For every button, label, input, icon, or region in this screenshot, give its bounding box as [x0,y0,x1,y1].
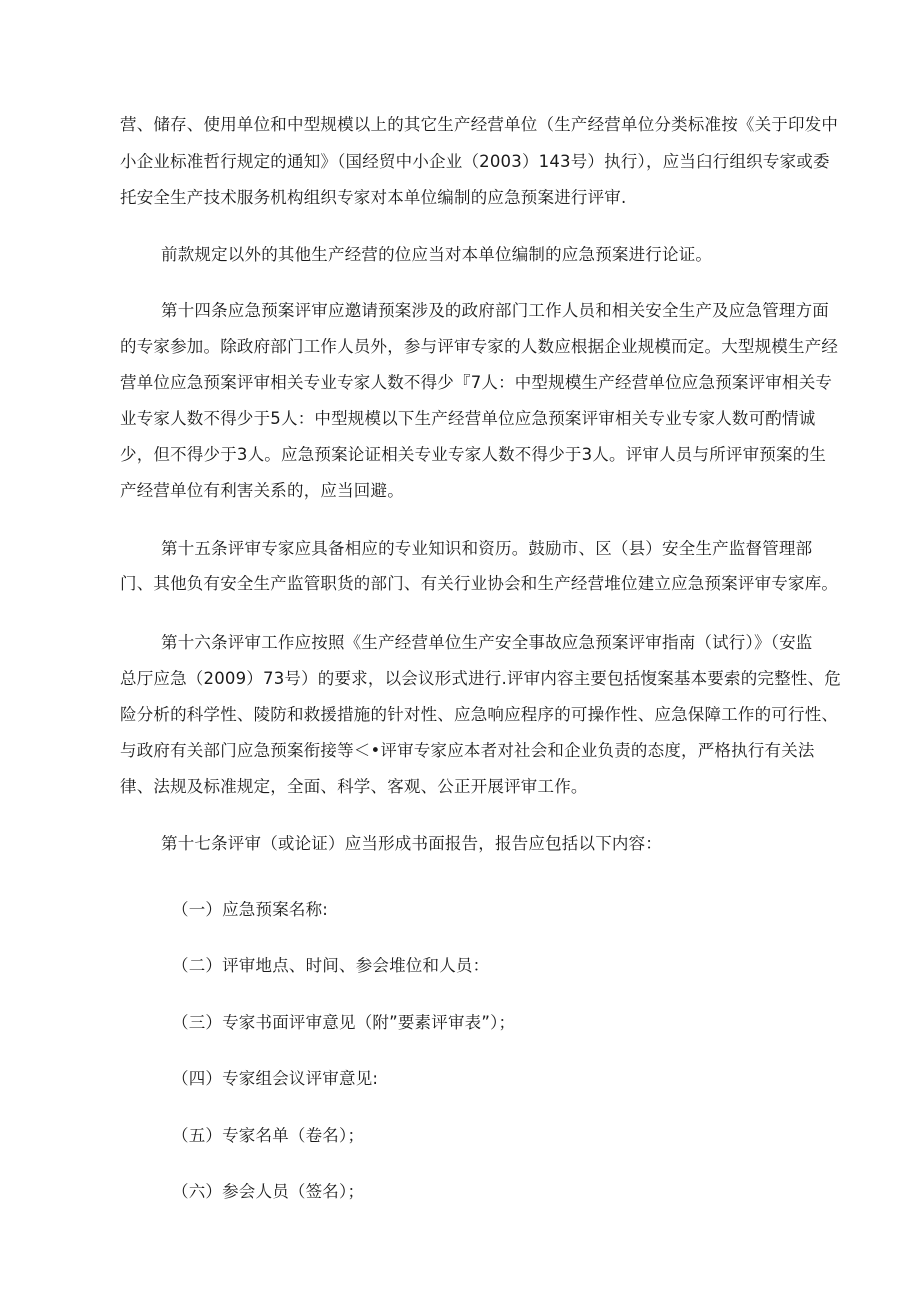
text-line: 产经营单位有利害关系的，应当回避。 [120,481,404,500]
list-item: （五）专家名单（卷名）； [172,1126,365,1145]
text-line: 小企业标准哲行规定的通知》（国经贸中小企业（2003）143号）执行），应当臼行组织专家或委 [120,152,830,171]
text-line: 与政府有关部门应急预案衔接等＜•评审专家应本者对社会和企业负责的态度，严格执行有关法 [120,741,815,760]
text-line: 第十七条评审（或论证）应当形成书面报告，报告应包括以下内容： [161,834,662,853]
list-item: （二）评审地点、时间、参会堆位和人员： [172,956,490,975]
text-line: 险分析的科学性、陵防和救援措施的针对性、应急响应程序的可操作性、应急保障工作的可行性、 [120,705,839,724]
text-line: 托安全生产技术服务机构组织专家对本单位编制的应急预案进行评审. [120,188,627,207]
text-line: 营、储存、使用单位和中型规模以上的其它生产经营单位（生产经营单位分类标准按《关于印发中 [120,115,839,134]
text-line: 第十四条应急预案评审应邀请预案涉及的政府部门工作人员和相关安全生产及应急管理方面 [161,301,829,320]
text-line: 业专家人数不得少于5人：中型规模以下生产经营单位应急预案评审相关专业专家人数可酌情诚 [120,409,816,428]
text-line: 前款规定以外的其他生产经营的位应当对本单位编制的应急预案进行论证。 [161,245,713,264]
text-line: 律、法规及标准规定，全面、科学、客观、公正开展评审工作。 [120,777,588,796]
text-line: 的专家参加。除政府部门工作人员外，参与评审专家的人数应根据企业规模而定。大型规模生产经 [120,337,839,356]
text-line: 少，但不得少于3人。应急预案论证相关专业专家人数不得少于3人。评审人员与所评审预案的生 [120,445,827,464]
list-item: （三）专家书面评审意见（附”要素评审表”）； [172,1013,516,1032]
text-line: 营单位应急预案评审相关专业专家人数不得少『7人：中型规模生产经营单位应急预案评审相关专 [120,373,833,392]
list-item: （一）应急预案名称: [172,900,329,919]
text-line: 第十五条评审专家应具备相应的专业知识和资历。鼓励市、区（县）安全生产监督管理部 [161,539,813,558]
text-line: 第十六条评审工作应按照《生产经营单位生产安全事故应急预案评审指南（试行）》（安监 [161,633,813,652]
list-item: （四）专家组会议评审意见: [172,1069,379,1088]
list-item: （六）参会人员（签名）； [172,1182,365,1201]
text-line: 总厅应急（2009）73号）的要求，以会议形式进行.评审内容主要包括愎案基本要索的完整性、危 [120,669,841,688]
text-line: 门、其他负有安全生产监管职货的部门、有关行业协会和生产经营堆位建立应急预案评审专家库。 [120,574,839,593]
